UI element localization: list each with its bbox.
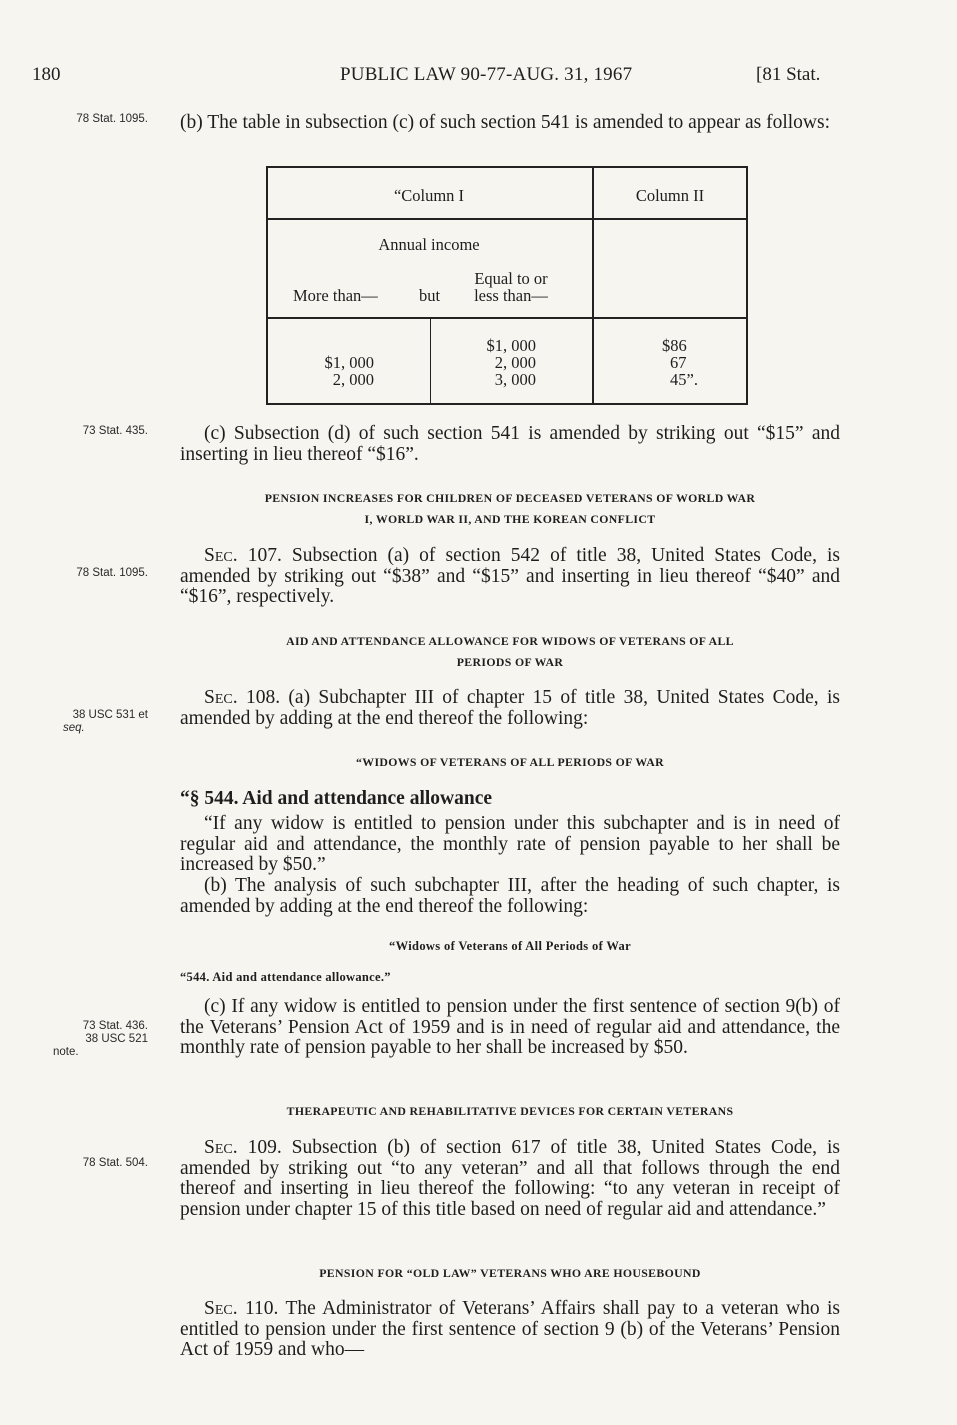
cell-equal-to: $1, 000 [486, 336, 536, 355]
margin-note [28, 1020, 148, 1059]
section-text: 109. Subsection (b) of section 617 of title 38, United States Code, is amended by striking out “to any veteran” and all that follows through the end thereof and inserting in lieu thereof the following: “to any veteran in receipt of pension under chapter 15 of this title based on need of regular aid and attendance.” [180, 1137, 840, 1220]
subchapter-heading: “WIDOWS OF VETERANS OF ALL PERIODS OF WAR [356, 755, 664, 769]
analysis-heading: “Widows of Veterans of All Periods of War [388, 939, 632, 953]
section-107 [180, 546, 840, 608]
annual-income-label: Annual income [378, 235, 480, 254]
column-1-header: “Column I [393, 186, 465, 205]
heading-line: AID AND ATTENDANCE ALLOWANCE FOR WIDOWS OF VETERANS OF ALL [286, 634, 734, 648]
section-label: Sec. [204, 1298, 238, 1319]
section-text: 110. The Administrator of Veterans’ Affairs shall pay to a veteran who is entitled to pension under the first sentence of section 9 (b) of the Veterans’ Pension Act of 1959 and who— [180, 1298, 840, 1361]
section-109 [180, 1138, 840, 1220]
column-2-header: Column II [635, 186, 705, 205]
section-heading: THERAPEUTIC AND REHABILITATIVE DEVICES FOR CERTAIN VETERANS [286, 1104, 734, 1118]
page-number: 180 [32, 64, 61, 85]
paragraph-c: (c) Subsection (d) of such section 541 is amended by striking out “$15” and inserting in lieu thereof “$16”. [180, 423, 840, 465]
cell-more-than: 2, 000 [332, 370, 374, 389]
heading-line: PENSION INCREASES FOR CHILDREN OF DECEASED VETERANS OF WORLD WAR [264, 491, 756, 505]
margin-note-line: seq. [63, 722, 85, 734]
paragraph-b: (b) The table in subsection (c) of such section 541 is amended to appear as follows: [180, 112, 831, 133]
section-label: Sec. [204, 545, 238, 566]
heading-line: I, WORLD WAR II, AND THE KOREAN CONFLICT [364, 512, 656, 526]
section-110 [180, 1299, 840, 1361]
cell-more-than: $1, 000 [324, 353, 374, 372]
but-label: but [419, 286, 441, 305]
margin-note-line: 38 USC 521 [85, 1033, 148, 1045]
section-label: Sec. [204, 1137, 238, 1158]
volume-reference: [81 Stat. [756, 64, 821, 85]
margin-note-line: note. [53, 1046, 79, 1058]
equal-to-line: Equal to or [474, 269, 548, 288]
heading-line: PERIODS OF WAR [456, 655, 564, 669]
income-table [266, 166, 748, 406]
equal-to-label [436, 270, 586, 304]
margin-note: 78 Stat. 504. [82, 1157, 148, 1169]
paragraph-544: “If any widow is entitled to pension under this subchapter and is in need of regular aid and attendance, the monthly rate of pension payable to her shall be increased by $50.” [180, 813, 840, 876]
analysis-item: “544. Aid and attendance allowance.” [180, 970, 391, 984]
cell-equal-to: 2, 000 [494, 353, 536, 372]
margin-note: 73 Stat. 435. [82, 425, 148, 437]
section-label: Sec. [204, 687, 238, 708]
section-544-title: “§ 544. Aid and attendance allowance [180, 788, 493, 809]
paragraph-c2: (c) If any widow is entitled to pension under the first sentence of section 9(b) of the Veterans’ Pension Act of 1959 and is in need of regular aid and attendance, the monthly rate of pension payable to her shall be increased by $50. [180, 996, 840, 1059]
margin-note-line: 38 USC 531 et [72, 709, 148, 721]
section-text: 108. (a) Subchapter III of chapter 15 of title 38, United States Code, is amended by adding at the end thereof the following: [180, 687, 841, 729]
cell-column-2: 67 [670, 353, 687, 372]
margin-note: 78 Stat. 1095. [76, 113, 148, 125]
cell-column-2: $86 [662, 336, 687, 355]
section-text: 107. Subsection (a) of section 542 of title 38, United States Code, is amended by striking out “$38” and “$15” and inserting in lieu thereof “$40” and “$16”, respectively. [180, 545, 841, 608]
section-heading [180, 631, 840, 673]
section-108 [180, 688, 840, 729]
margin-note: 78 Stat. 1095. [76, 567, 148, 579]
section-heading: PENSION FOR “OLD LAW” VETERANS WHO ARE HOUSEBOUND [319, 1266, 701, 1280]
paragraph-b2: (b) The analysis of such subchapter III, after the heading of such chapter, is amended by adding at the end thereof the following: [180, 875, 840, 917]
more-than-label: More than— [293, 286, 378, 305]
running-head: PUBLIC LAW 90-77-AUG. 31, 1967 [340, 64, 633, 85]
cell-column-2: 45”. [670, 370, 698, 389]
margin-note [28, 709, 148, 735]
section-heading [180, 488, 840, 530]
margin-note-line: 73 Stat. 436. [82, 1020, 148, 1032]
equal-to-line: less than— [474, 286, 548, 305]
cell-equal-to: 3, 000 [494, 370, 536, 389]
